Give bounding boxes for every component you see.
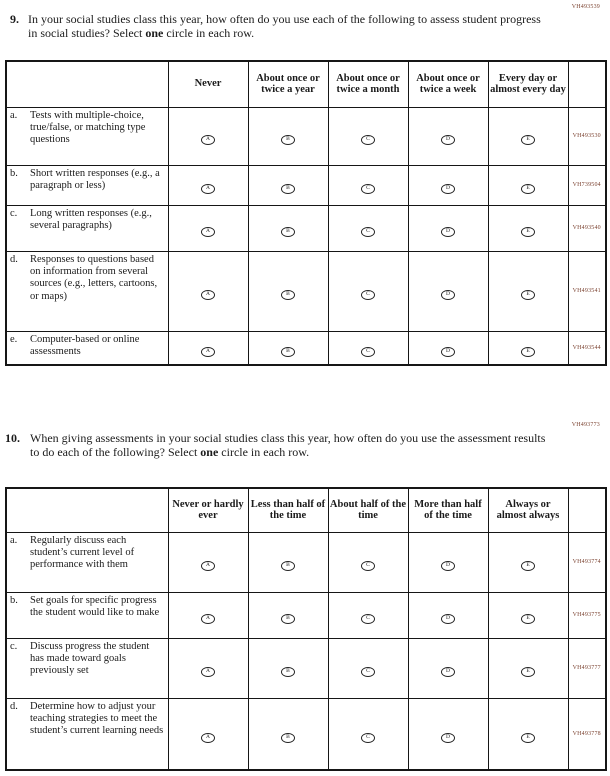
bubble-letter: E bbox=[526, 228, 530, 234]
response-cell bbox=[328, 165, 408, 205]
q10-column-header-never-hardly-ever: Never or hardly ever bbox=[168, 488, 248, 532]
q10-table-row-b bbox=[6, 592, 606, 638]
bubble-letter: D bbox=[446, 733, 450, 740]
response-bubble-e[interactable] bbox=[521, 227, 535, 237]
q9-table-row-b bbox=[6, 165, 606, 205]
response-cell bbox=[488, 638, 568, 698]
response-bubble-c[interactable] bbox=[361, 135, 375, 145]
response-bubble-c[interactable] bbox=[361, 733, 375, 743]
row-label bbox=[6, 532, 168, 592]
response-cell bbox=[328, 592, 408, 638]
item-code: VH493530 bbox=[568, 107, 606, 165]
row-label-text: Responses to questions based on information from several sources (e.g., letters, cartoons, or maps) bbox=[30, 253, 158, 302]
response-bubble-b[interactable] bbox=[281, 561, 295, 571]
response-cell bbox=[488, 532, 568, 592]
response-cell bbox=[168, 331, 248, 365]
q9-empty-code-header-cell bbox=[568, 61, 606, 107]
bubble-letter: D bbox=[446, 228, 450, 234]
bubble-letter: E bbox=[526, 615, 530, 621]
row-label-text: Discuss progress the student has made toward goals previously set bbox=[30, 640, 150, 677]
bubble-letter: D bbox=[446, 185, 450, 191]
bubble-letter: A bbox=[206, 615, 210, 621]
item-code: VH493775 bbox=[568, 592, 606, 638]
response-bubble-a[interactable] bbox=[201, 135, 215, 145]
row-label-text: Regularly discuss each student’s current level of performance with them bbox=[30, 534, 135, 571]
response-cell bbox=[408, 165, 488, 205]
row-label-text: Set goals for specific progress the student would like to make bbox=[30, 594, 160, 618]
response-bubble-d[interactable] bbox=[441, 347, 455, 357]
response-bubble-c[interactable] bbox=[361, 614, 375, 624]
bubble-letter: C bbox=[366, 136, 370, 142]
q10-empty-header-cell bbox=[6, 488, 168, 532]
response-cell bbox=[408, 205, 488, 251]
item-code: VH493778 bbox=[568, 698, 606, 770]
response-bubble-e[interactable] bbox=[521, 290, 535, 300]
response-bubble-c[interactable] bbox=[361, 227, 375, 237]
response-cell bbox=[328, 532, 408, 592]
question-10-number: 10. bbox=[5, 431, 20, 445]
response-cell bbox=[408, 638, 488, 698]
bubble-letter: D bbox=[446, 615, 450, 621]
response-bubble-d[interactable] bbox=[441, 135, 455, 145]
response-cell bbox=[408, 107, 488, 165]
response-cell bbox=[408, 532, 488, 592]
response-cell bbox=[488, 698, 568, 770]
row-label-text: Short written responses (e.g., a paragraph or less) bbox=[30, 167, 160, 191]
bubble-letter: A bbox=[206, 185, 210, 191]
response-cell bbox=[248, 532, 328, 592]
response-cell bbox=[248, 592, 328, 638]
question-10-text bbox=[30, 431, 554, 459]
response-bubble-c[interactable] bbox=[361, 667, 375, 677]
bubble-letter: C bbox=[366, 562, 370, 568]
response-cell bbox=[248, 251, 328, 331]
response-bubble-a[interactable] bbox=[201, 347, 215, 357]
response-bubble-e[interactable] bbox=[521, 135, 535, 145]
response-cell bbox=[168, 698, 248, 770]
bubble-letter: E bbox=[526, 347, 530, 354]
item-code: VH493544 bbox=[568, 331, 606, 365]
row-label bbox=[6, 592, 168, 638]
item-code: VH493774 bbox=[568, 532, 606, 592]
bubble-letter: D bbox=[446, 347, 450, 354]
q10-table-row-a bbox=[6, 532, 606, 592]
response-bubble-e[interactable] bbox=[521, 184, 535, 194]
response-cell bbox=[248, 165, 328, 205]
response-cell bbox=[328, 205, 408, 251]
q10-table-row-d bbox=[6, 698, 606, 770]
item-code: VH493777 bbox=[568, 638, 606, 698]
response-cell bbox=[488, 251, 568, 331]
row-label bbox=[6, 251, 168, 331]
row-label-text: Determine how to adjust your teaching strategies to meet the student’s current learning needs bbox=[30, 700, 164, 737]
bubble-letter: C bbox=[366, 615, 370, 621]
q9-column-header-never: Never bbox=[168, 61, 248, 107]
question-9-text-post: circle in each row. bbox=[163, 26, 255, 41]
q9-column-header-once-twice-week: About once or twice a week bbox=[408, 61, 488, 107]
q10-empty-code-header-cell bbox=[568, 488, 606, 532]
response-bubble-b[interactable] bbox=[281, 290, 295, 300]
response-bubble-a[interactable] bbox=[201, 614, 215, 624]
response-cell bbox=[328, 638, 408, 698]
row-label-text: Long written responses (e.g., several paragraphs) bbox=[30, 207, 152, 231]
question-10 bbox=[5, 431, 554, 459]
bubble-letter: E bbox=[526, 562, 530, 568]
item-code: VH493541 bbox=[568, 251, 606, 331]
bubble-letter: B bbox=[286, 291, 290, 297]
row-letter: a. bbox=[10, 109, 18, 121]
question-9-text bbox=[28, 12, 547, 40]
row-letter: a. bbox=[10, 534, 18, 546]
question-9-text-bold: one bbox=[145, 26, 164, 41]
response-bubble-e[interactable] bbox=[521, 733, 535, 743]
response-bubble-d[interactable] bbox=[441, 667, 455, 677]
response-cell bbox=[328, 698, 408, 770]
bubble-letter: B bbox=[286, 185, 290, 191]
bubble-letter: C bbox=[366, 668, 370, 674]
bubble-letter: C bbox=[366, 733, 370, 740]
bubble-letter: A bbox=[206, 136, 210, 142]
response-bubble-a[interactable] bbox=[201, 290, 215, 300]
response-cell bbox=[168, 251, 248, 331]
response-bubble-b[interactable] bbox=[281, 135, 295, 145]
bubble-letter: C bbox=[366, 291, 370, 297]
row-label bbox=[6, 331, 168, 365]
q9-column-header-every-day: Every day or almost every day bbox=[488, 61, 568, 107]
bubble-letter: E bbox=[526, 185, 530, 191]
row-letter: b. bbox=[10, 594, 18, 606]
row-label bbox=[6, 698, 168, 770]
q9-column-header-once-twice-year: About once or twice a year bbox=[248, 61, 328, 107]
row-letter: d. bbox=[10, 253, 18, 265]
response-bubble-a[interactable] bbox=[201, 227, 215, 237]
response-cell bbox=[408, 331, 488, 365]
bubble-letter: E bbox=[526, 733, 530, 740]
bubble-letter: A bbox=[206, 347, 210, 354]
question-9 bbox=[10, 12, 547, 40]
q10-column-header-about-half: About half of the time bbox=[328, 488, 408, 532]
response-bubble-d[interactable] bbox=[441, 290, 455, 300]
bubble-letter: D bbox=[446, 136, 450, 142]
response-bubble-c[interactable] bbox=[361, 347, 375, 357]
response-bubble-d[interactable] bbox=[441, 614, 455, 624]
response-cell bbox=[408, 592, 488, 638]
q9-table-row-d bbox=[6, 251, 606, 331]
response-cell bbox=[488, 107, 568, 165]
response-bubble-b[interactable] bbox=[281, 184, 295, 194]
response-bubble-b[interactable] bbox=[281, 347, 295, 357]
response-cell bbox=[248, 331, 328, 365]
response-bubble-a[interactable] bbox=[201, 184, 215, 194]
response-bubble-e[interactable] bbox=[521, 561, 535, 571]
item-code: VH493540 bbox=[568, 205, 606, 251]
response-bubble-d[interactable] bbox=[441, 561, 455, 571]
row-letter: c. bbox=[10, 640, 18, 652]
response-cell bbox=[168, 107, 248, 165]
response-cell bbox=[408, 698, 488, 770]
bubble-letter: C bbox=[366, 228, 370, 234]
row-label bbox=[6, 638, 168, 698]
q9-table-row-e bbox=[6, 331, 606, 365]
response-cell bbox=[168, 592, 248, 638]
bubble-letter: A bbox=[206, 562, 210, 568]
response-cell bbox=[248, 638, 328, 698]
bubble-letter: D bbox=[446, 291, 450, 297]
q10-table-row-c bbox=[6, 638, 606, 698]
question-10-accession-code: VH493773 bbox=[571, 422, 600, 428]
row-label bbox=[6, 107, 168, 165]
bubble-letter: C bbox=[366, 347, 370, 354]
response-bubble-e[interactable] bbox=[521, 347, 535, 357]
bubble-letter: A bbox=[206, 733, 210, 740]
row-letter: b. bbox=[10, 167, 18, 179]
response-cell bbox=[168, 638, 248, 698]
response-bubble-b[interactable] bbox=[281, 227, 295, 237]
response-bubble-e[interactable] bbox=[521, 614, 535, 624]
response-cell bbox=[248, 698, 328, 770]
row-letter: e. bbox=[10, 333, 18, 345]
response-bubble-c[interactable] bbox=[361, 184, 375, 194]
bubble-letter: A bbox=[206, 668, 210, 674]
response-cell bbox=[328, 251, 408, 331]
question-9-number: 9. bbox=[10, 12, 19, 26]
response-bubble-e[interactable] bbox=[521, 667, 535, 677]
bubble-letter: B bbox=[286, 562, 290, 568]
row-label-text: Computer-based or online assessments bbox=[30, 333, 140, 357]
response-cell bbox=[248, 107, 328, 165]
q10-column-header-less-than-half: Less than half of the time bbox=[248, 488, 328, 532]
item-code: VH739504 bbox=[568, 165, 606, 205]
response-cell bbox=[488, 331, 568, 365]
row-label bbox=[6, 205, 168, 251]
row-letter: c. bbox=[10, 207, 18, 219]
question-9-response-table bbox=[5, 60, 607, 366]
question-9-accession-code: VH493539 bbox=[571, 4, 600, 10]
question-10-response-table bbox=[5, 487, 607, 771]
response-cell bbox=[168, 165, 248, 205]
response-bubble-a[interactable] bbox=[201, 733, 215, 743]
response-bubble-c[interactable] bbox=[361, 290, 375, 300]
response-bubble-b[interactable] bbox=[281, 733, 295, 743]
response-cell bbox=[168, 205, 248, 251]
response-cell bbox=[168, 532, 248, 592]
response-bubble-a[interactable] bbox=[201, 561, 215, 571]
response-bubble-c[interactable] bbox=[361, 561, 375, 571]
row-label bbox=[6, 165, 168, 205]
bubble-letter: B bbox=[286, 615, 290, 621]
bubble-letter: D bbox=[446, 562, 450, 568]
response-cell bbox=[408, 251, 488, 331]
question-10-text-bold: one bbox=[200, 445, 219, 460]
response-cell bbox=[328, 107, 408, 165]
bubble-letter: A bbox=[206, 291, 210, 297]
response-bubble-d[interactable] bbox=[441, 227, 455, 237]
bubble-letter: A bbox=[206, 228, 210, 234]
response-cell bbox=[488, 165, 568, 205]
q10-column-header-more-than-half: More than half of the time bbox=[408, 488, 488, 532]
q9-table-row-a bbox=[6, 107, 606, 165]
bubble-letter: D bbox=[446, 668, 450, 674]
row-letter: d. bbox=[10, 700, 18, 712]
bubble-letter: C bbox=[366, 185, 370, 191]
bubble-letter: E bbox=[526, 136, 530, 142]
q9-column-header-once-twice-month: About once or twice a month bbox=[328, 61, 408, 107]
question-10-text-pre: When giving assessments in your social studies class this year, how often do you use the assessment results to do each of the following? Select bbox=[30, 431, 546, 460]
response-cell bbox=[328, 331, 408, 365]
response-bubble-a[interactable] bbox=[201, 667, 215, 677]
response-bubble-d[interactable] bbox=[441, 184, 455, 194]
q9-header-row bbox=[6, 61, 606, 107]
response-cell bbox=[488, 592, 568, 638]
bubble-letter: B bbox=[286, 228, 290, 234]
response-cell bbox=[488, 205, 568, 251]
question-9-text-pre: In your social studies class this year, how often do you use each of the following to assess student progress in social studies? Select bbox=[28, 12, 541, 41]
q9-empty-header-cell bbox=[6, 61, 168, 107]
response-bubble-b[interactable] bbox=[281, 667, 295, 677]
q9-table-row-c bbox=[6, 205, 606, 251]
bubble-letter: E bbox=[526, 668, 530, 674]
row-label-text: Tests with multiple-choice, true/false, or matching type questions bbox=[30, 109, 146, 146]
bubble-letter: E bbox=[526, 291, 530, 297]
q10-header-row bbox=[6, 488, 606, 532]
q10-column-header-always-almost-always: Always or almost always bbox=[488, 488, 568, 532]
question-10-text-post: circle in each row. bbox=[218, 445, 310, 460]
bubble-letter: B bbox=[286, 136, 290, 142]
response-cell bbox=[248, 205, 328, 251]
bubble-letter: B bbox=[286, 668, 290, 674]
response-bubble-d[interactable] bbox=[441, 733, 455, 743]
bubble-letter: B bbox=[286, 347, 290, 354]
bubble-letter: B bbox=[286, 733, 290, 740]
response-bubble-b[interactable] bbox=[281, 614, 295, 624]
